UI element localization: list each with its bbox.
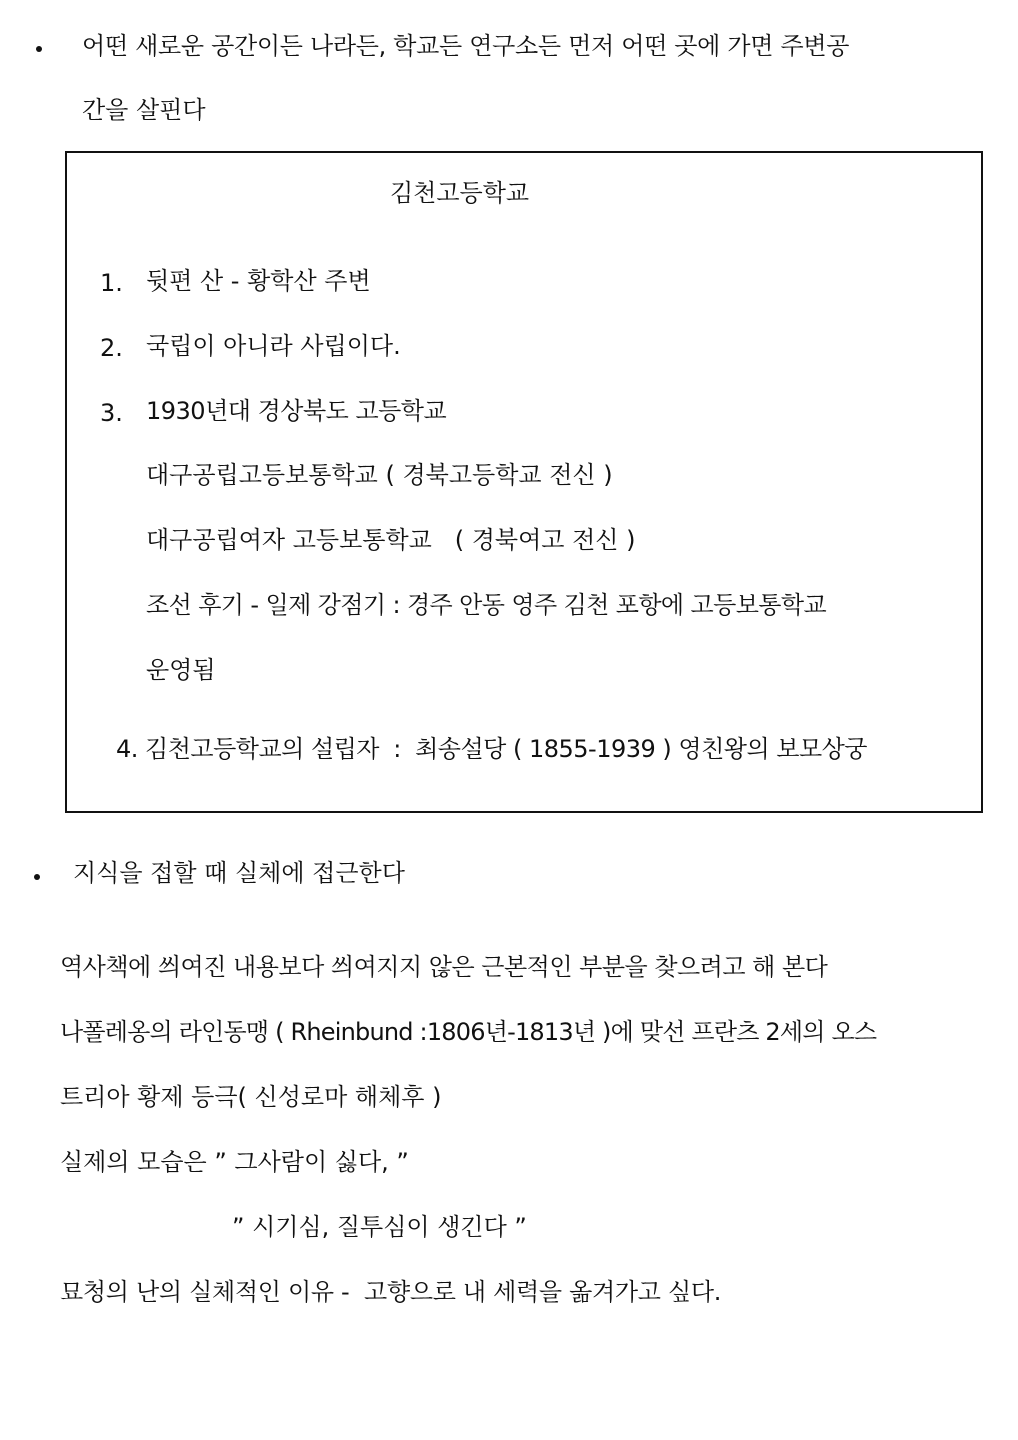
list-item-number: 3. [100,399,123,427]
paragraph-line: 역사책에 씌여진 내용보다 씌여지지 않은 근본적인 부분을 찾으려고 해 본다 [60,953,828,981]
bullet2-heading: 지식을 접할 때 실체에 접근한다 [73,859,405,887]
paragraph-line: 묘청의 난의 실체적인 이유 - 고향으로 내 세력을 옮겨가고 싶다. [60,1278,722,1306]
list-sub-line: 대구공립고등보통학교 ( 경북고등학교 전신 ) [146,461,613,489]
paragraph-line: 트리아 황제 등극( 신성로마 해체후 ) [60,1083,442,1111]
bullet-dot [36,46,42,52]
list-sub-line: 운영됨 [146,656,216,684]
paragraph-line: ” 시기심, 질투심이 생긴다 ” [232,1213,527,1241]
list-item: 뒷편 산 - 황학산 주변 [146,267,371,295]
list-item-number: 1. [100,269,123,297]
list-item: 국립이 아니라 사립이다. [146,332,401,360]
list-item: 1930년대 경상북도 고등학교 [146,397,447,425]
bullet1-line1: 어떤 새로운 공간이든 나라든, 학교든 연구소든 먼저 어떤 곳에 가면 주변공 [82,32,850,60]
list-sub-line: 대구공립여자 고등보통학교 ( 경북여고 전신 ) [146,526,636,554]
list-item-number: 2. [100,334,123,362]
paragraph-line: 나폴레옹의 라인동맹 ( Rheinbund :1806년-1813년 )에 맞선 프란츠 2세의 오스 [60,1018,877,1046]
bullet1-line2: 간을 살핀다 [82,96,206,124]
list-sub-line: 조선 후기 - 일제 강점기 : 경주 안동 영주 김천 포항에 고등보통학교 [146,591,827,619]
paragraph-line: 실제의 모습은 ” 그사람이 싫다, ” [60,1148,409,1176]
box-title: 김천고등학교 [390,179,530,207]
list-item-4: 4. 김천고등학교의 설립자 : 최송설당 ( 1855-1939 ) 영친왕의 보모상궁 [116,735,867,763]
bullet-dot [34,874,40,880]
